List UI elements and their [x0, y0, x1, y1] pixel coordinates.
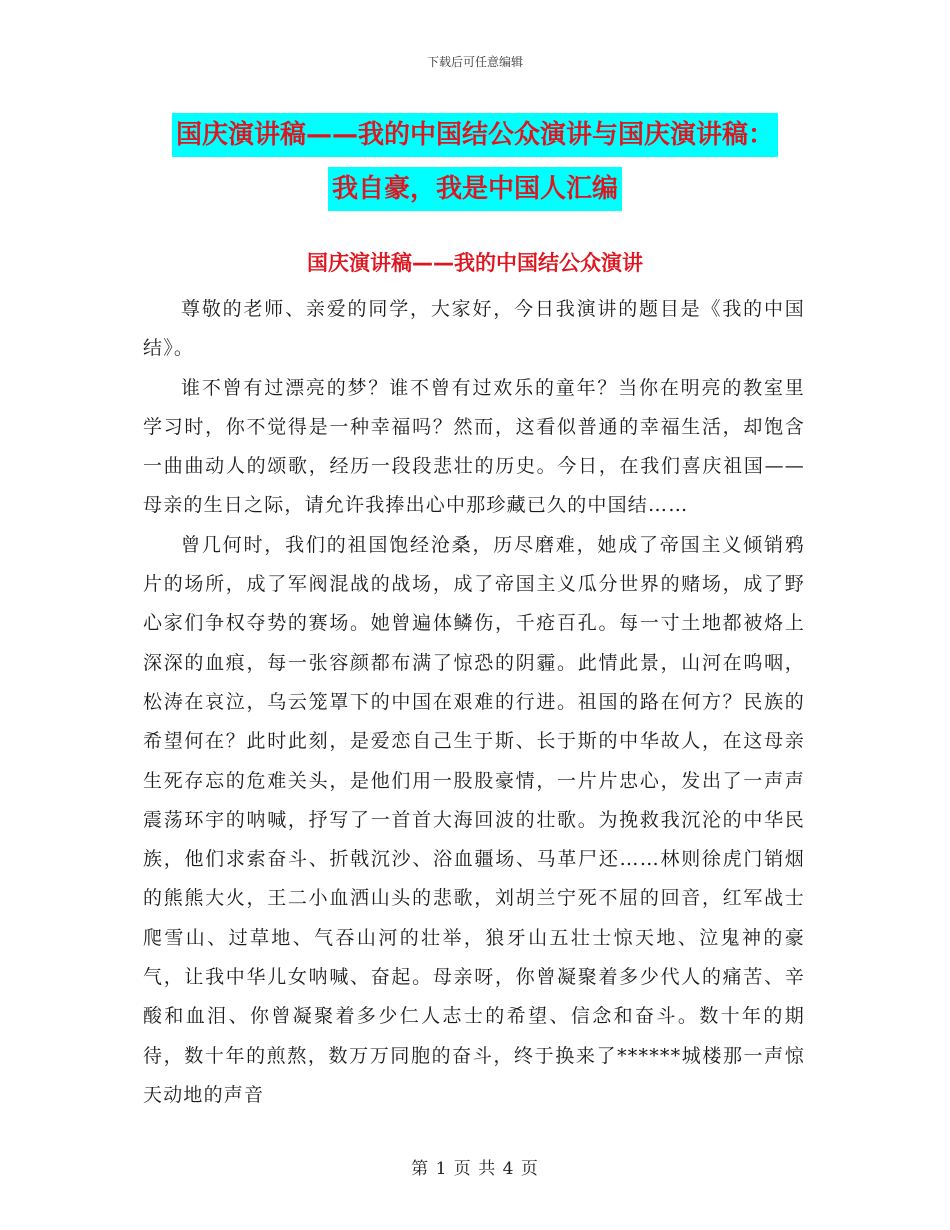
paragraph: 谁不曾有过漂亮的梦？谁不曾有过欢乐的童年？当你在明亮的教室里学习时，你不觉得是一种幸福吗？然而，这看似普通的幸福生活，却饱含一曲曲动人的颂歌，经历一段段悲壮的历史。今日，在我们喜庆祖国——母亲的生日之际，请允许我捧出心中那珍藏已久的中国结…… — [143, 376, 805, 517]
section-title: 国庆演讲稿——我的中国结公众演讲 — [307, 251, 643, 275]
title-line-2: 我自豪，我是中国人汇编 — [328, 167, 622, 211]
header-note: 下载后可任意编辑 — [426, 55, 523, 69]
paragraph: 曾几何时，我们的祖国饱经沧桑，历尽磨难，她成了帝国主义倾销鸦片的场所，成了军阀混战的战场，成了帝国主义瓜分世界的赌场，成了野心家们争权夺势的赛场。她曾遍体鳞伤，千疮百孔。每一寸土地都被烙上深深的血痕，每一张容颜都布满了惊恐的阴霾。此情此景，山河在呜咽，松涛在哀泣，乌云笼罩下的中国在艰难的行进。祖国的路在何方？民族的希望何在？此时此刻，是爱恋自己生于斯、长于斯的中华故人，在这母亲生死存忘的危难关头，是他们用一股股豪情，一片片忠心，发出了一声声震荡环宇的呐喊，抒写了一首首大海回波的壮歌。为挽救我沉沦的中华民族，他们求索奋斗、折戟沉沙、浴血疆场、马革尸还……林则徐虎门销烟的熊熊大火，王二小血洒山头的悲歌，刘胡兰宁死不屈的回音，红军战士爬雪山、过草地、气吞山河的壮举，狼牙山五壮士惊天地、泣鬼神的豪气，让我中华儿女呐喊、奋起。母亲呀，你曾凝聚着多少代人的痛苦、辛酸和血泪、你曾凝聚着多少仁人志士的希望、信念和奋斗。数十年的期待，数十年的煎熬，数万万同胞的奋斗，终于换来了******城楼那一声惊天动地的声音 — [143, 533, 805, 1106]
title-line-1: 国庆演讲稿——我的中国结公众演讲与国庆演讲稿： — [172, 113, 778, 157]
document-title — [0, 108, 950, 216]
paragraph: 尊敬的老师、亲爱的同学，大家好，今日我演讲的题目是《我的中国结》。 — [143, 298, 805, 360]
body-text — [143, 290, 805, 1115]
page-footer: 第 1 页 共 4 页 — [411, 1159, 539, 1179]
